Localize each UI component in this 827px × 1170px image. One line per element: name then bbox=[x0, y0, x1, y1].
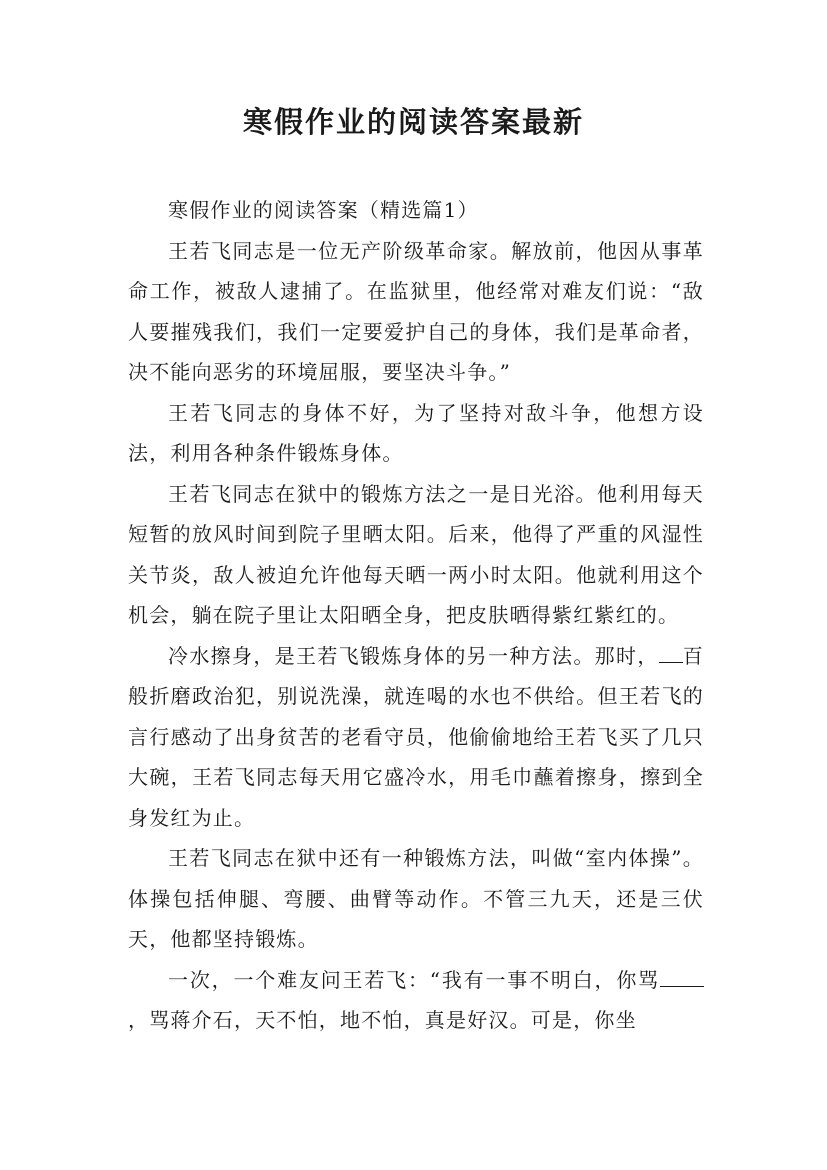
document-title: 寒假作业的阅读答案最新 bbox=[242, 105, 584, 139]
paragraph-3: 王若飞同志在狱中的锻炼方法之一是日光浴。他利用每天短暂的放风时间到院子里晒太阳。后来，他得了严重的风湿性关节炎，敌人被迫允许他每天晒一两小时太阳。他就利用这个机会，躺在院子里让太阳晒全身，把皮肤晒得紫红紫红的。 bbox=[128, 481, 704, 627]
paragraph-6 bbox=[128, 960, 704, 1041]
paragraph-4-text-a: 冷水擦身，是王若飞锻炼身体的另一种方法。那时， bbox=[168, 643, 659, 668]
paragraph-5: 王若飞同志在狱中还有一种锻炼方法，叫做“室内体操”。体操包括伸腿、弯腰、曲臂等动作。不管三九天，还是三伏天，他都坚持锻炼。 bbox=[128, 846, 704, 951]
paragraph-4 bbox=[128, 636, 704, 839]
paragraph-1: 王若飞同志是一位无产阶级革命家。解放前，他因从事革命工作，被敌人逮捕了。在监狱里，他经常对难友们说：“敌人要摧残我们，我们一定要爱护自己的身体，我们是革命者，决不能向恶劣的环境屈服，要坚决斗争。” bbox=[128, 238, 704, 384]
document-body bbox=[128, 190, 704, 1041]
paragraph-6-text-b: ，骂蒋介石，天不怕，地不怕，真是好汉。可是，你坐 bbox=[128, 1008, 637, 1032]
fill-in-blank-2 bbox=[660, 964, 704, 987]
paragraph-4-text-b: 百般折磨政治犯，别说洗澡，就连喝的水也不供给。但王若飞的言行感动了出身贫苦的老看守员，他偷偷地给王若飞买了几只大碗，王若飞同志每天用它盛冷水，用毛巾蘸着擦身，擦到全身发红为止。 bbox=[128, 643, 704, 830]
paragraph-2: 王若飞同志的身体不好，为了坚持对敌斗争，他想方设法，利用各种条件锻炼身体。 bbox=[128, 400, 704, 465]
paragraph-6-text-a: 一次，一个难友问王若飞：“我有一事不明白，你骂 bbox=[168, 967, 660, 992]
fill-in-blank-1 bbox=[659, 640, 683, 663]
section-subtitle: 寒假作业的阅读答案（精选篇1） bbox=[168, 198, 479, 222]
